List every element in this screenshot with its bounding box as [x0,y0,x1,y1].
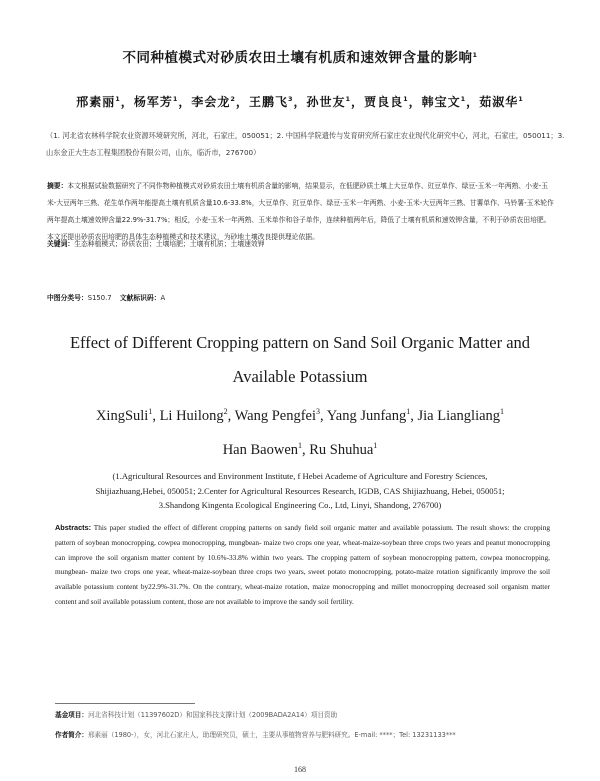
author-affiliation-marker: 1 [518,95,524,103]
english-author-list [40,399,560,467]
english-abstract-label: Abstracts: [55,523,92,532]
chinese-affiliations: （1. 河北省农林科学院农业资源环境研究所，河北，石家庄，050051；2. 中国科学院遗传与发育研究所石家庄农业现代化研究中心，河北，石家庄，050011；3. 山东金正大生态工程集团股份有限公司，山东，临沂市，276700） [46,131,565,157]
author-affiliation-marker: 2 [223,407,228,416]
chinese-keywords-label: 关键词： [47,240,75,248]
author-bio-footnote [55,729,545,741]
author-name: XingSuli [95,408,149,424]
author-separator: , [227,408,235,424]
author-affiliation-marker: 3 [287,95,294,103]
author-affiliation-marker: 1 [406,407,411,416]
author-name: 韩宝文 [421,95,461,109]
english-affiliation-line-1: (1.Agricultural Resources and Environment Institute, f Hebei Academe of Agriculture and Forestry Sciences, [112,471,488,481]
author-name: Jia Liangliang [417,408,501,424]
english-title: Effect of Different Cropping pattern on Sand Soil Organic Matter and Available Potassium [69,333,531,386]
author-affiliation-marker: 1 [148,407,153,416]
chinese-keywords-text: 生态种植模式；砂质农田；土壤培肥；土壤有机质；土壤速效钾 [74,240,265,248]
author-name: 邢素丽 [76,95,116,109]
author-name: Wang Pengfei [234,408,317,424]
chinese-abstract-label: 摘要： [47,182,68,190]
author-separator: , [410,408,418,424]
english-authors-line-2 [40,433,560,467]
english-affiliations [50,469,550,513]
chinese-abstract [47,178,555,246]
author-separator: , [320,408,327,424]
author-separator: , [302,442,310,458]
author-name: 杨军芳 [133,95,173,109]
english-abstract-text: This paper studied the effect of different cropping patterns on sandy field soil organic matter and available potassium. The result shows: the cropping pattern of soybean monocropping, cowpea monocropping, mungbean- maize two crops one year, wheat-maize-soybean three crops two years and peanut monocropping can improve the soil organism matter content by 10.6%-33.8% within two years. The cropping pattern of soybean monocropping pattern, cowpea monocropping, mungbean- maize two crops one year, wheat-maize-soybean three crops two years, sweet potato monocropping, potato-maize rotation significantly improve the soil available potassium content by22.9%-31.7%. On the contrary, wheat-maize rotation, maize monocropping and millet monocropping decreased soil organism matter content and soil available potassium content, those are not available to improve the sandy soil fertility. [55,523,550,606]
funding-label: 基金项目： [55,711,88,719]
page-number: 168 [294,765,306,774]
author-bio-text: 邢素丽（1980-），女，河北石家庄人，助理研究员，硕士，主要从事植物营养与肥料研究。E-mail: ****；Tel: 13231133*** [87,731,456,739]
chinese-keywords [47,238,555,248]
chinese-title-text: 不同种植模式对砂质农田土壤有机质和速效钾含量的影响 [122,50,473,66]
doc-code-value: A [160,294,166,302]
author-separator: ， [120,95,134,109]
doc-code-label: 文献标识码： [119,294,161,302]
author-separator: ， [293,95,307,109]
author-name: Li Huilong [159,408,224,424]
english-affiliation-line-3: 3.Shandong Kingenta Ecological Engineering Co., Ltd, Linyi, Shandong, 276700) [158,500,442,510]
author-separator: ， [351,95,365,109]
author-name: 贾良良 [364,95,404,109]
author-affiliation-marker: 3 [316,407,321,416]
author-name: Yang Junfang [326,408,407,424]
english-authors-line-1 [40,399,560,433]
author-affiliation-marker: 1 [500,407,505,416]
author-separator: ， [408,95,422,109]
english-abstract [55,521,550,610]
chinese-abstract-text: 本文根据试验数据研究了不同作物种植模式对砂质农田土壤有机质含量的影响，结果显示，在低肥砂质土壤上大豆单作、豇豆单作、绿豆-玉米一年两熟、小麦-玉米-大豆两年三熟、花生单作两年能提高土壤有机质含量10.6-33.8%，大豆单作、豇豆单作、绿豆-玉米一年两熟、小麦-玉米-大豆两年三熟、甘薯单作、马铃薯-玉米轮作两年提高土壤速效钾含量22.9%-31.7%；相反，小麦-玉米一年两熟、玉米单作和谷子单作，连续种植两年后，降低了土壤有机质和速效钾含量，不利于砂质农田培肥。本文还提出砂质农田培肥的具体生态种植模式和技术建议，为砂地土壤改良提供理论依据。 [47,182,554,241]
author-name: 孙世友 [306,95,346,109]
author-bio-label: 作者简介： [55,731,88,739]
author-affiliation-marker: 1 [172,95,179,103]
author-affiliation-marker: 1 [460,95,467,103]
footnote-divider [55,703,195,704]
author-affiliation-marker: 1 [373,441,378,450]
author-affiliation-marker: 1 [298,441,302,450]
title-footnote-marker: 1 [472,51,478,59]
author-name: 茹淑华 [479,95,519,109]
author-affiliation-marker: 1 [345,95,352,103]
author-separator: , [152,408,160,424]
author-affiliation-marker: 2 [230,95,236,103]
clc-label: 中图分类号： [47,294,88,302]
author-name: Ru Shuhua [309,442,374,458]
author-affiliation-marker: 1 [115,95,121,103]
funding-footnote [55,709,545,719]
clc-value: S150.7 [87,294,112,302]
author-separator: ， [178,95,192,109]
author-name: 王鹏飞 [248,95,288,109]
author-separator: ， [466,95,480,109]
funding-text: 河北省科技计划（11397602D）和国家科技支撑计划（2009BADA2A14）项目资助 [87,711,338,719]
chinese-title [60,46,540,66]
english-affiliation-line-2: Shijiazhuang,Hebei, 050051; 2.Center for Agricultural Resources Research, IGDB, CAS Shijiazhuang, Hebei, 050051; [95,485,505,496]
author-name: 李会龙 [191,95,231,109]
author-name: Han Baowen [222,442,298,458]
classification-line [47,292,555,302]
author-affiliation-marker: 1 [403,95,409,103]
chinese-author-list [40,93,560,110]
author-separator: ， [235,95,249,109]
